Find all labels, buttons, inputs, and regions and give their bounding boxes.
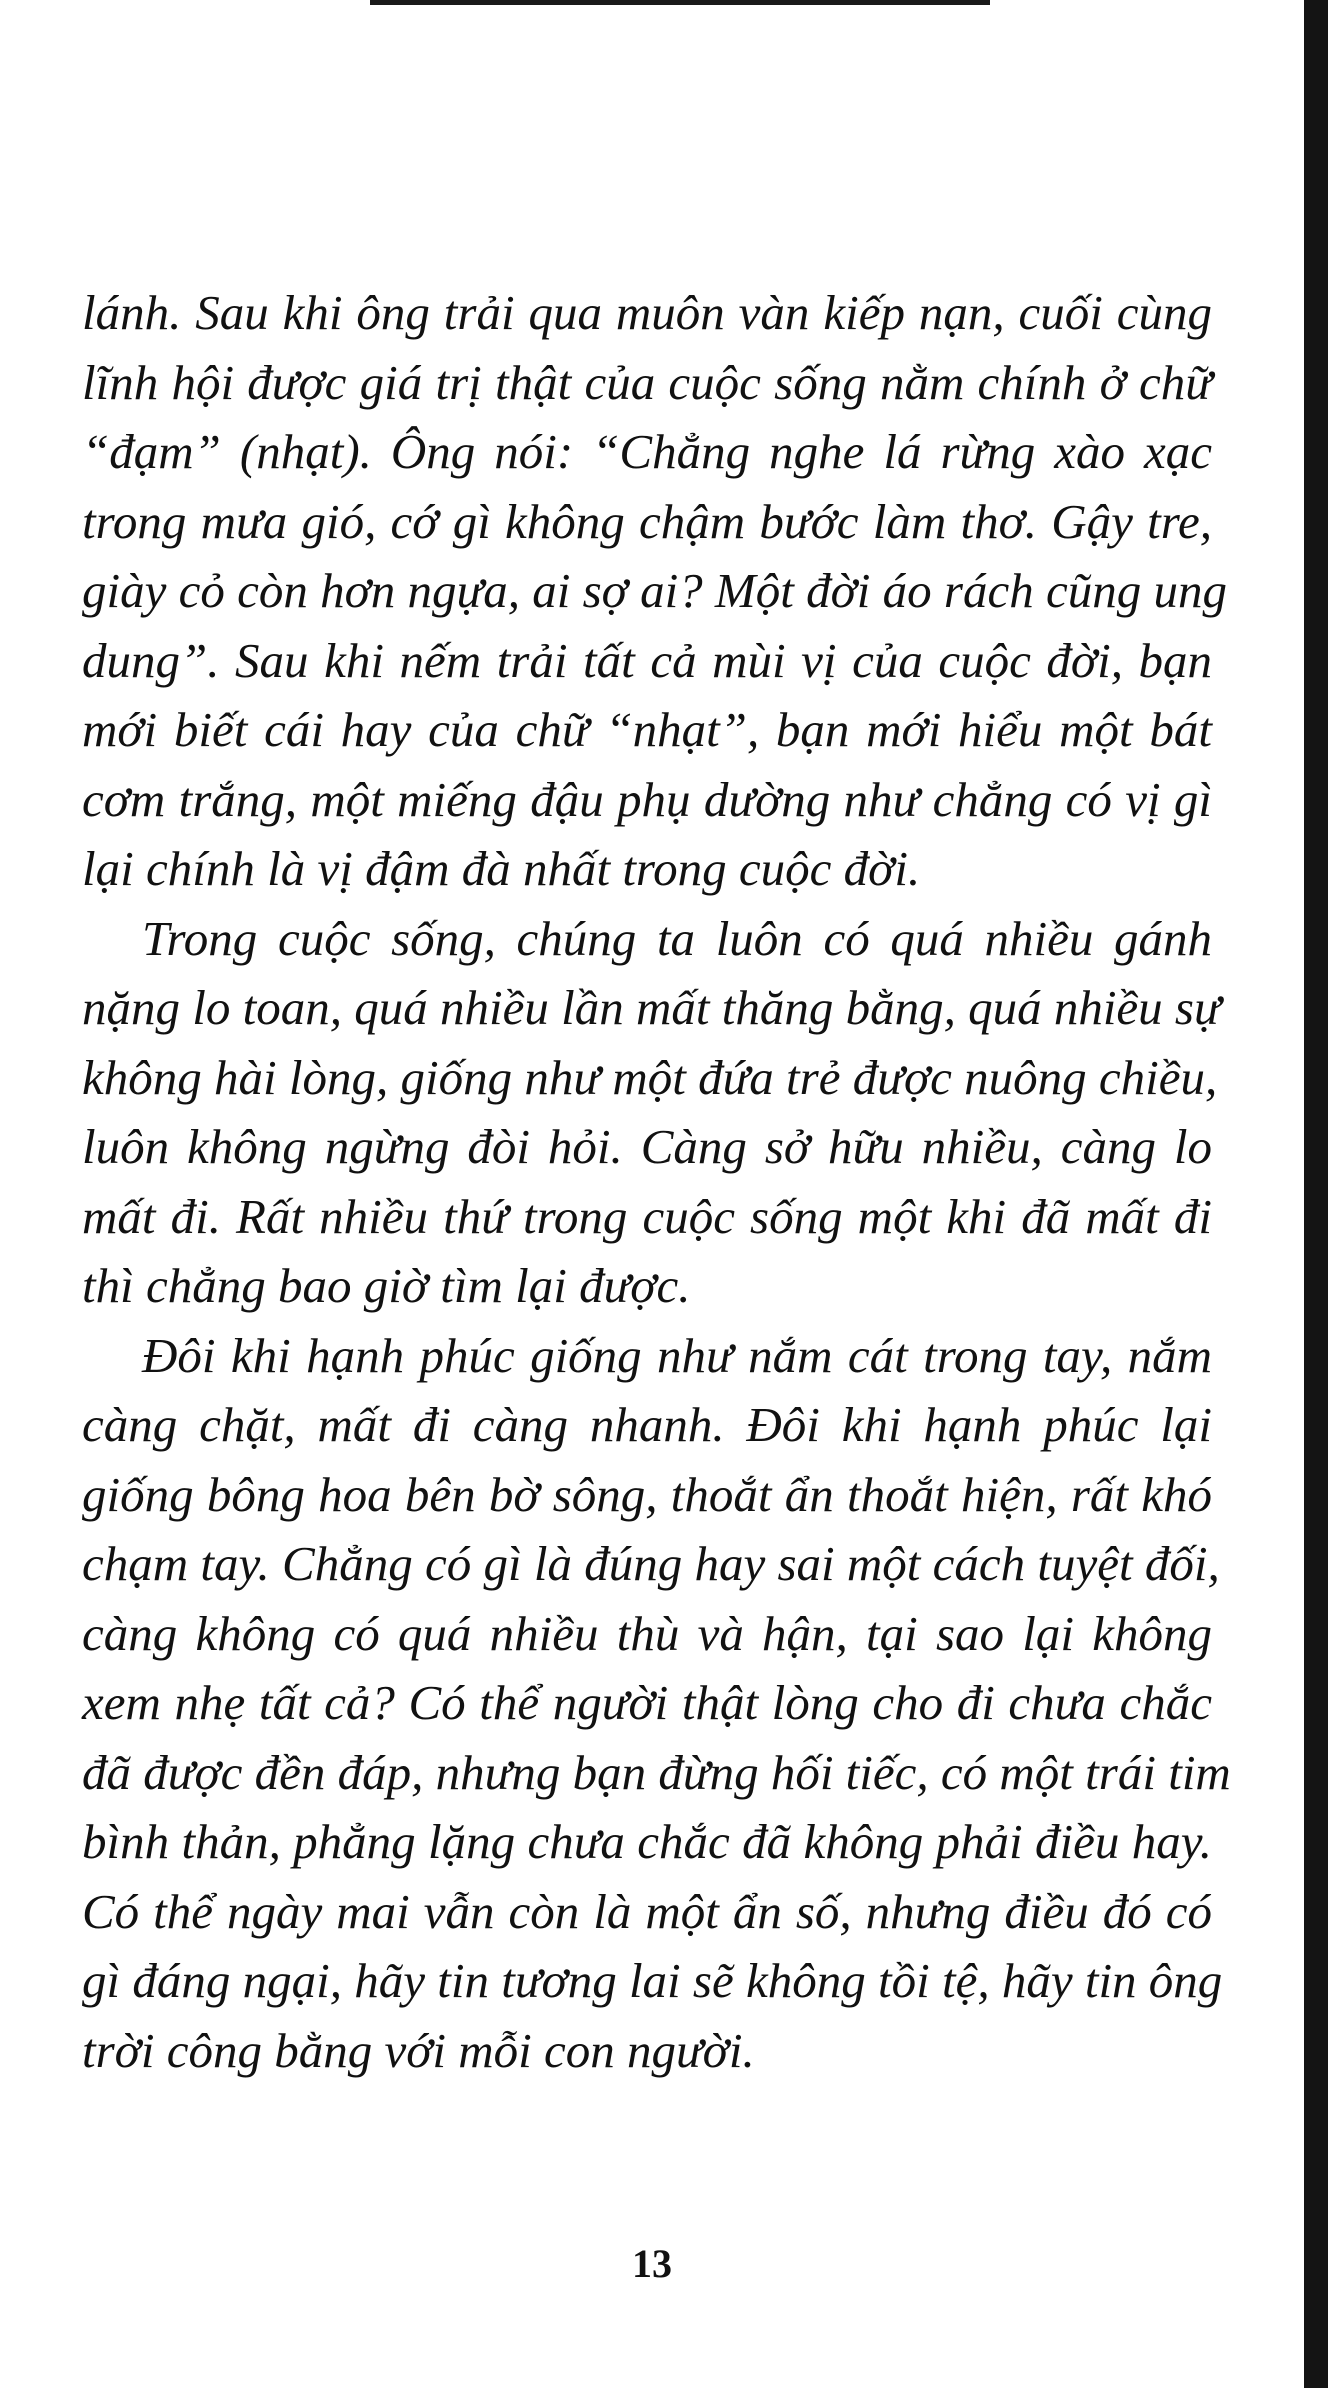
text-line: dung”. Sau khi nếm trải tất cả mùi vị của cuộc đời, bạn [82,632,1212,688]
text-line: giống bông hoa bên bờ sông, thoắt ẩn thoắt hiện, rất khó [82,1466,1212,1522]
body-text [82,278,1231,2085]
page-number: 13 [632,2241,672,2286]
text-line: luôn không ngừng đòi hỏi. Càng sở hữu nhiều, càng lo [82,1119,1212,1174]
text-line: nặng lo toan, quá nhiều lần mất thăng bằng, quá nhiều sự [82,980,1221,1035]
text-line: Trong cuộc sống, chúng ta luôn có quá nhiều gánh [142,910,1212,966]
text-line: bình thản, phẳng lặng chưa chắc đã không phải điều hay. [82,1814,1212,1869]
text-line: lĩnh hội được giá trị thật của cuộc sống nằm chính ở chữ [82,354,1212,410]
text-line: càng không có quá nhiều thù và hận, tại sao lại không [82,1605,1212,1661]
text-line: thì chẳng bao giờ tìm lại được. [82,1258,691,1313]
text-line: xem nhẹ tất cả? Có thể người thật lòng cho đi chưa chắc [82,1675,1212,1730]
text-line: trong mưa gió, cớ gì không chậm bước làm thơ. Gậy tre, [82,493,1212,549]
top-edge-rule [370,0,990,5]
paragraph-3 [82,1321,1231,2086]
text-line: đã được đền đáp, nhưng bạn đừng hối tiếc, có một trái tim [82,1744,1231,1800]
text-line: chạm tay. Chẳng có gì là đúng hay sai một cách tuyệt đối, [82,1536,1220,1591]
text-line: gì đáng ngại, hãy tin tương lai sẽ không tồi tệ, hãy tin ông [82,1953,1223,2008]
text-line: lánh. Sau khi ông trải qua muôn vàn kiếp nạn, cuối cùng [82,285,1212,340]
text-line: Có thể ngày mai vẫn còn là một ẩn số, nhưng điều đó có [82,1883,1212,1939]
text-line: càng chặt, mất đi càng nhanh. Đôi khi hạnh phúc lại [82,1397,1212,1452]
text-line: lại chính là vị đậm đà nhất trong cuộc đời. [82,841,921,896]
text-line: Đôi khi hạnh phúc giống như nắm cát trong tay, nắm [142,1327,1212,1383]
right-page-edge [1304,0,1328,2388]
paragraph-2 [82,904,1221,1321]
text-line: mất đi. Rất nhiều thứ trong cuộc sống một khi đã mất đi [82,1188,1212,1244]
paragraph-1 [82,278,1227,904]
text-line: trời công bằng với mỗi con người. [82,2022,755,2078]
text-line: cơm trắng, một miếng đậu phụ dường như chẳng có vị gì [82,771,1212,827]
text-line: giày cỏ còn hơn ngựa, ai sợ ai? Một đời áo rách cũng ung [82,563,1227,618]
text-line: “đạm” (nhạt). Ông nói: “Chẳng nghe lá rừng xào xạc [82,424,1212,479]
text-line: không hài lòng, giống như một đứa trẻ được nuông chiều, [82,1049,1218,1105]
text-line: mới biết cái hay của chữ “nhạt”, bạn mới hiểu một bát [82,702,1212,757]
